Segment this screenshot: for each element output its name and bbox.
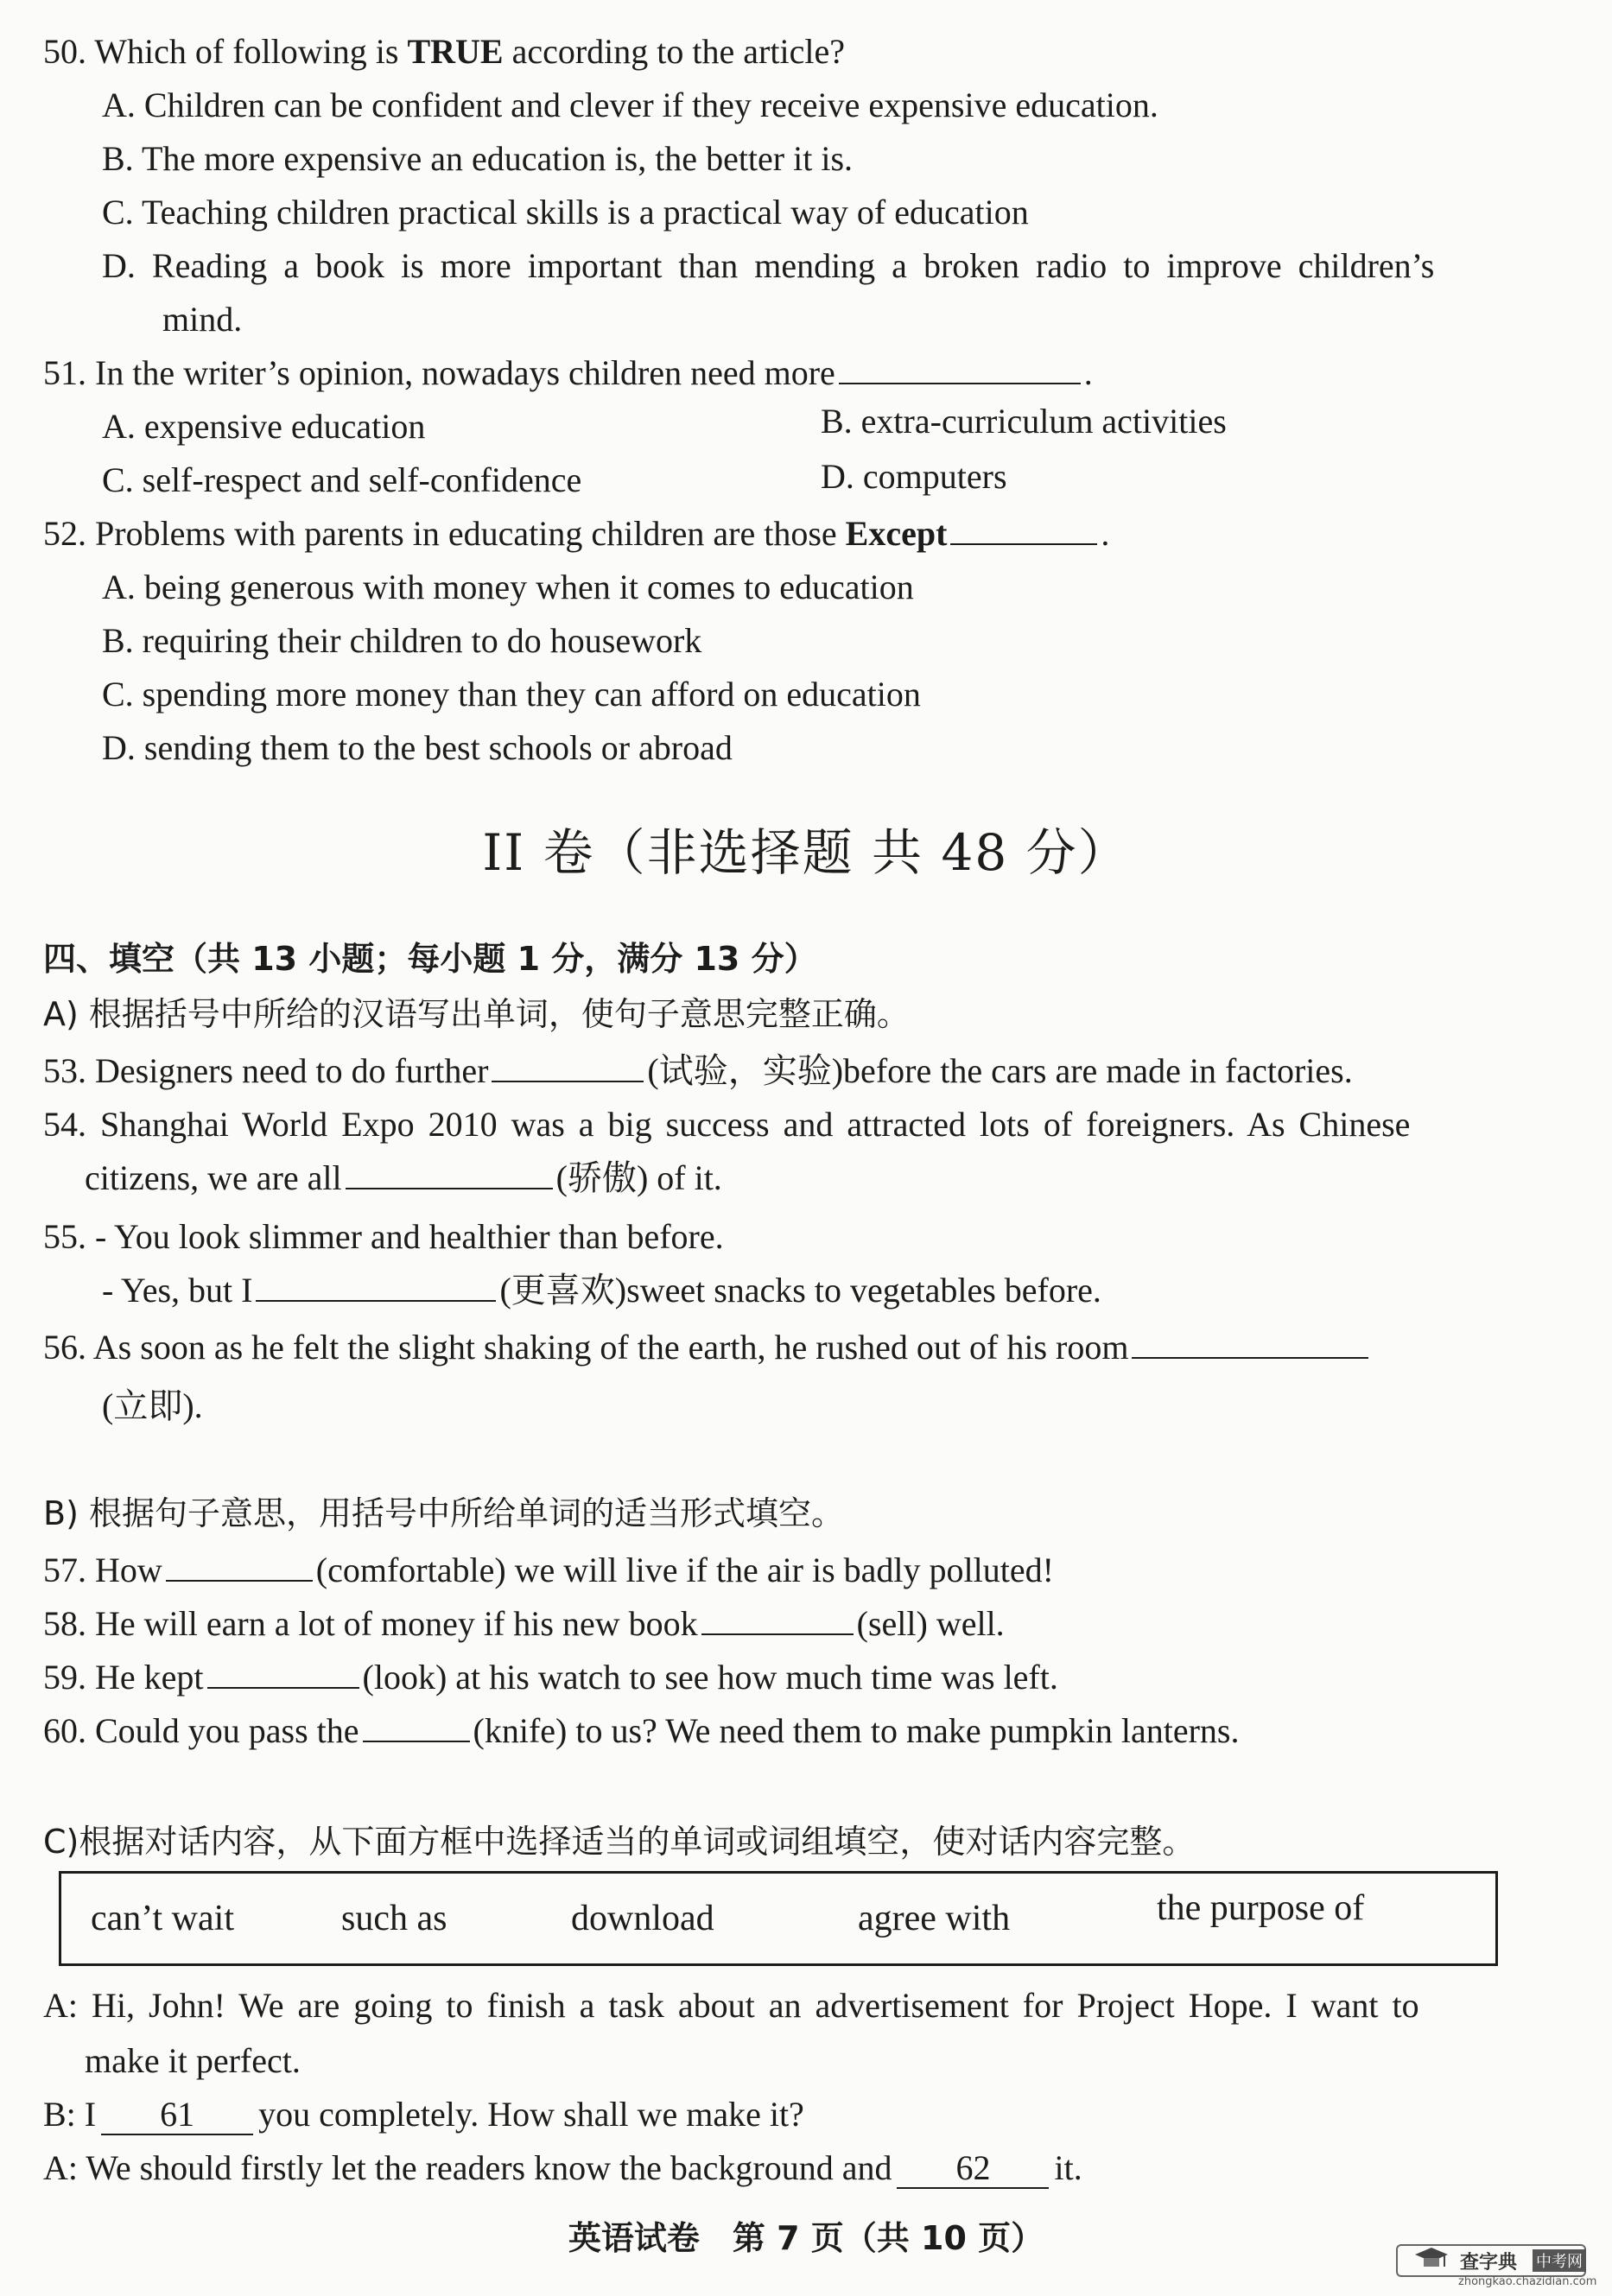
question-53: 53. Designers need to do further (试验，实验)before the cars are made in factories.: [43, 1051, 1353, 1090]
part-b-instruction: B) 根据句子意思，用括号中所给单词的适当形式填空。: [43, 1494, 844, 1532]
site-watermark-logo: [1396, 2244, 1597, 2291]
blank-62: 62: [897, 2149, 1049, 2189]
question-56-line-2: (立即).: [102, 1386, 203, 1425]
question-51-option-b: B. extra-curriculum activities: [821, 402, 1227, 441]
question-52-option-d: D. sending them to the best schools or abroad: [102, 728, 733, 767]
dialogue-b-line: B: I 61 you completely. How shall we make it?: [43, 2095, 804, 2134]
word-box-item: such as: [341, 1899, 447, 1938]
word-box: [59, 1871, 1498, 1966]
question-52-option-a: A. being generous with money when it comes to education: [102, 568, 914, 606]
word-box-item: the purpose of: [1157, 1888, 1365, 1928]
question-52-option-c: C. spending more money than they can afford on education: [102, 675, 921, 714]
question-55-line-2: - Yes, but I (更喜欢)sweet snacks to vegetables before.: [102, 1271, 1101, 1310]
dialogue-a-line-1: A: Hi, John! We are going to finish a task about an advertisement for Project Hope. I want to: [43, 1986, 1419, 2025]
question-50-option-c: C. Teaching children practical skills is a practical way of education: [102, 193, 1029, 232]
question-54-line-1: 54. Shanghai World Expo 2010 was a big success and attracted lots of foreigners. As Chinese: [43, 1105, 1411, 1144]
question-51-option-a: A. expensive education: [102, 407, 426, 446]
question-59: 59. He kept (look) at his watch to see how much time was left.: [43, 1658, 1058, 1697]
question-54-line-2: citizens, we are all (骄傲) of it.: [85, 1158, 722, 1197]
question-50-option-a: A. Children can be confident and clever if they receive expensive education.: [102, 86, 1158, 124]
question-51-stem: 51. In the writer’s opinion, nowadays children need more .: [43, 353, 1093, 392]
word-box-item: download: [571, 1899, 714, 1938]
word-box-item: agree with: [858, 1899, 1011, 1938]
question-52-stem: 52. Problems with parents in educating children are those Except .: [43, 514, 1110, 553]
question-55-line-1: 55. - You look slimmer and healthier than before.: [43, 1217, 724, 1256]
section-title: II 卷（非选择题 共 48 分）: [482, 823, 1130, 882]
watermark-name: 查字典: [1460, 2252, 1518, 2274]
question-58: 58. He will earn a lot of money if his new book (sell) well.: [43, 1604, 1005, 1643]
part-4-title: 四、填空（共 13 小题；每小题 1 分，满分 13 分）: [43, 940, 817, 978]
watermark-url: zhongkao.chazidian.com: [1458, 2275, 1597, 2288]
question-51-option-d: D. computers: [821, 457, 1007, 496]
question-50-option-d-cont: mind.: [162, 300, 243, 339]
dialogue-a-line-2: make it perfect.: [85, 2041, 301, 2080]
question-51-option-c: C. self-respect and self-confidence: [102, 460, 582, 499]
question-50-option-d: D. Reading a book is more important than mending a broken radio to improve children’s: [102, 246, 1435, 285]
question-56-line-1: 56. As soon as he felt the slight shaking of the earth, he rushed out of his room: [43, 1323, 1372, 1372]
watermark-tag: 中考网: [1533, 2249, 1586, 2272]
question-57: 57. How (comfortable) we will live if the air is badly polluted!: [43, 1551, 1054, 1589]
word-box-item: can’t wait: [91, 1899, 234, 1938]
question-52-option-b: B. requiring their children to do housework: [102, 621, 702, 660]
question-60: 60. Could you pass the (knife) to us? We need them to make pumpkin lanterns.: [43, 1711, 1240, 1750]
page-footer: 英语试卷 第 7 页（共 10 页）: [568, 2219, 1044, 2257]
question-50-stem: 50. Which of following is TRUE according to the article?: [43, 32, 845, 71]
dialogue-a-line-3: A: We should firstly let the readers know the background and 62 it.: [43, 2148, 1082, 2187]
blank-61: 61: [101, 2096, 253, 2135]
part-a-instruction: A) 根据括号中所给的汉语写出单词，使句子意思完整正确。: [43, 995, 910, 1033]
part-c-instruction: C)根据对话内容，从下面方框中选择适当的单词或词组填空，使对话内容完整。: [43, 1823, 1196, 1861]
question-50-option-b: B. The more expensive an education is, the better it is.: [102, 139, 854, 178]
